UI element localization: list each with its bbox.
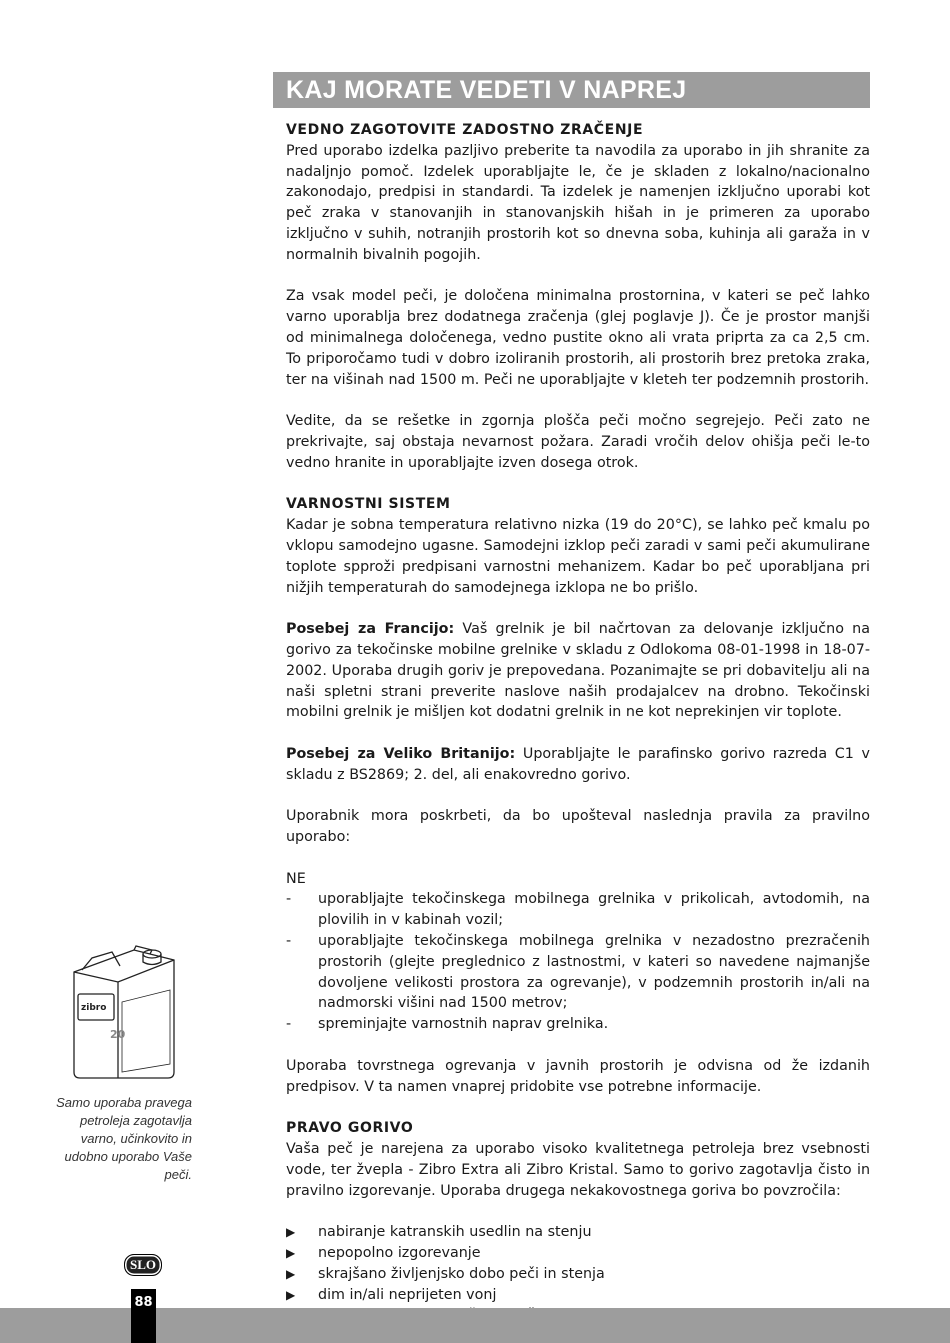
canister-number: 20 bbox=[110, 1028, 126, 1041]
section-heading-ventilation: VEDNO ZAGOTOVITE ZADOSTNO ZRAČENJE bbox=[286, 122, 644, 138]
paragraph: Uporabnik mora poskrbeti, da bo upošteval naslednja pravila za pravilno uporabo: bbox=[286, 808, 870, 846]
prohibition-list bbox=[286, 889, 870, 1035]
dash-marker: - bbox=[286, 933, 292, 950]
paragraph: Vaša peč je narejena za uporabo visoko kvalitetnega petroleja brez vsebnosti vode, ter žvepla - Zibro Extra ali Zibro Kristal. Samo to gorivo zagotavlja čisto in pravilno izgorevanje. Uporaba drugega nekakovostnega goriva bo povzročila: bbox=[286, 1141, 870, 1199]
list-item: ▶ nabiranje katranskih usedlin na stenju bbox=[286, 1222, 870, 1243]
list-item: - uporabljajte tekočinskega mobilnega grelnika v prikolicah, avtodomih, na plovilih in v kabinah vozil; bbox=[286, 891, 870, 929]
list-item: ▶ nepopolno izgorevanje bbox=[286, 1243, 870, 1264]
page-number: 88 bbox=[131, 1289, 156, 1343]
paragraph: Pred uporabo izdelka pazljivo preberite ta navodila za uporabo in jih shranite za nadaljnjo pomoč. Izdelek uporabljajte le, če je skladen z lokalno/nacionalno zakonodajo, predpisi in standardi. Ta izdelek je namenjen izključno uporabi kot peč zraka v stanovanjih in stanovanjskih hišah in je primeren za uporabo izključno v suhih, notranjih prostorih kot so dnevna soba, kuhinja ali garaža in v normalnih bivalnih pogojih. bbox=[286, 142, 870, 263]
triangle-bullet-icon: ▶ bbox=[286, 1246, 296, 1261]
uk-label: Posebej za Veliko Britanijo: bbox=[286, 745, 516, 762]
paragraph: Kadar je sobna temperatura relativno nizka (19 do 20°C), se lahko peč kmalu po vklopu samodejno ugasne. Samodejni izklop peči zaradi v sami peči akumulirane toplote spproži predpisani varnostni mehanizem. Kadar bo peč uporabljana pri nižjih temperaturah do samodejnega izklopa ne bo prišlo. bbox=[286, 517, 870, 596]
uk-text: Uporabljajte le parafinsko gorivo razreda C1 v skladu z BS2869; 2. del, ali enakovredno gorivo. bbox=[286, 745, 870, 783]
list-item: - uporabljajte tekočinskega mobilnega grelnika v nezadostno prezračenih prostorih (glejte preglednico z lastnostmi, v kateri so navedene najmanjše dovoljene velikosti prostora za ogrevanje), v podzemnih prostorih in/ali na nadmorski višini nad 1500 metrov; bbox=[286, 933, 870, 1012]
page-title-bar: KAJ MORATE VEDETI V NAPREJ bbox=[273, 72, 870, 108]
list-item: ▶ dim in/ali neprijeten vonj bbox=[286, 1285, 870, 1306]
fuel-canister-illustration bbox=[64, 942, 184, 1082]
triangle-bullet-icon: ▶ bbox=[286, 1266, 296, 1281]
canister-caption: Samo uporaba pravega petroleja zagotavlja varno, učinkovito in udobno uporabo Vaše peči. bbox=[56, 1095, 192, 1182]
main-content bbox=[286, 120, 870, 1326]
paragraph: Uporaba tovrstnega ogrevanja v javnih prostorih je odvisna od že izdanih predpisov. V ta namen vnaprej pridobite vse potrebne informacije. bbox=[286, 1057, 870, 1095]
list-item: ▶ skrajšano življenjsko dobo peči in stenja bbox=[286, 1264, 870, 1285]
paragraph-france bbox=[286, 619, 870, 723]
list-item: - spreminjajte varnostnih naprav grelnika. bbox=[286, 1014, 870, 1035]
dash-marker: - bbox=[286, 1016, 292, 1033]
ne-label: NE bbox=[286, 870, 306, 887]
france-text: Vaš grelnik je bil načrtovan za delovanje izključno na gorivo za tekočinske mobilne grelnike v skladu z Odlokoma 08-01-1998 in 18-07-2002. Uporaba drugih goriv je prepovedana. Pozanimajte se pri dobavitelju ali na naši spletni strani preverite naslove naših prodajalcev na drobno. Tekočinski mobilni grelnik je mišljen kot dodatni grelnik in ne kot neprekinjen vir toplote. bbox=[286, 621, 870, 721]
paragraph: Vedite, da se rešetke in zgornja plošča peči močno segrejejo. Peči zato ne prekrivajte, saj obstaja nevarnost požara. Zaradi vročih delov ohišja peči le-to vedno hranite in uporabljajte izven dosega otrok. bbox=[286, 413, 870, 471]
paragraph: Za vsak model peči, je določena minimalna prostornina, v kateri se peč lahko varno uporablja brez dodatnega zračenja (glej poglavje J). Če je prostor manjši od minimalnega določenega, vedno pustite okno ali vrata priprta za ca 2,5 cm. To priporočamo tudi v dobro izoliranih prostorih, ali prostorih brez pretoka zraka, ter na višinah nad 1500 m. Peči ne uporabljajte v kleteh ter podzemnih prostorih. bbox=[286, 288, 870, 388]
triangle-bullet-icon: ▶ bbox=[286, 1287, 296, 1302]
canister-brand-label: zibro bbox=[81, 1003, 107, 1013]
section-heading-fuel: PRAVO GORIVO bbox=[286, 1120, 414, 1137]
france-label: Posebej za Francijo: bbox=[286, 621, 455, 638]
language-badge: SLO bbox=[124, 1254, 162, 1276]
section-heading-safety-system: VARNOSTNI SISTEM bbox=[286, 496, 451, 513]
triangle-bullet-icon: ▶ bbox=[286, 1225, 296, 1240]
dash-marker: - bbox=[286, 891, 292, 908]
paragraph-uk bbox=[286, 744, 870, 786]
